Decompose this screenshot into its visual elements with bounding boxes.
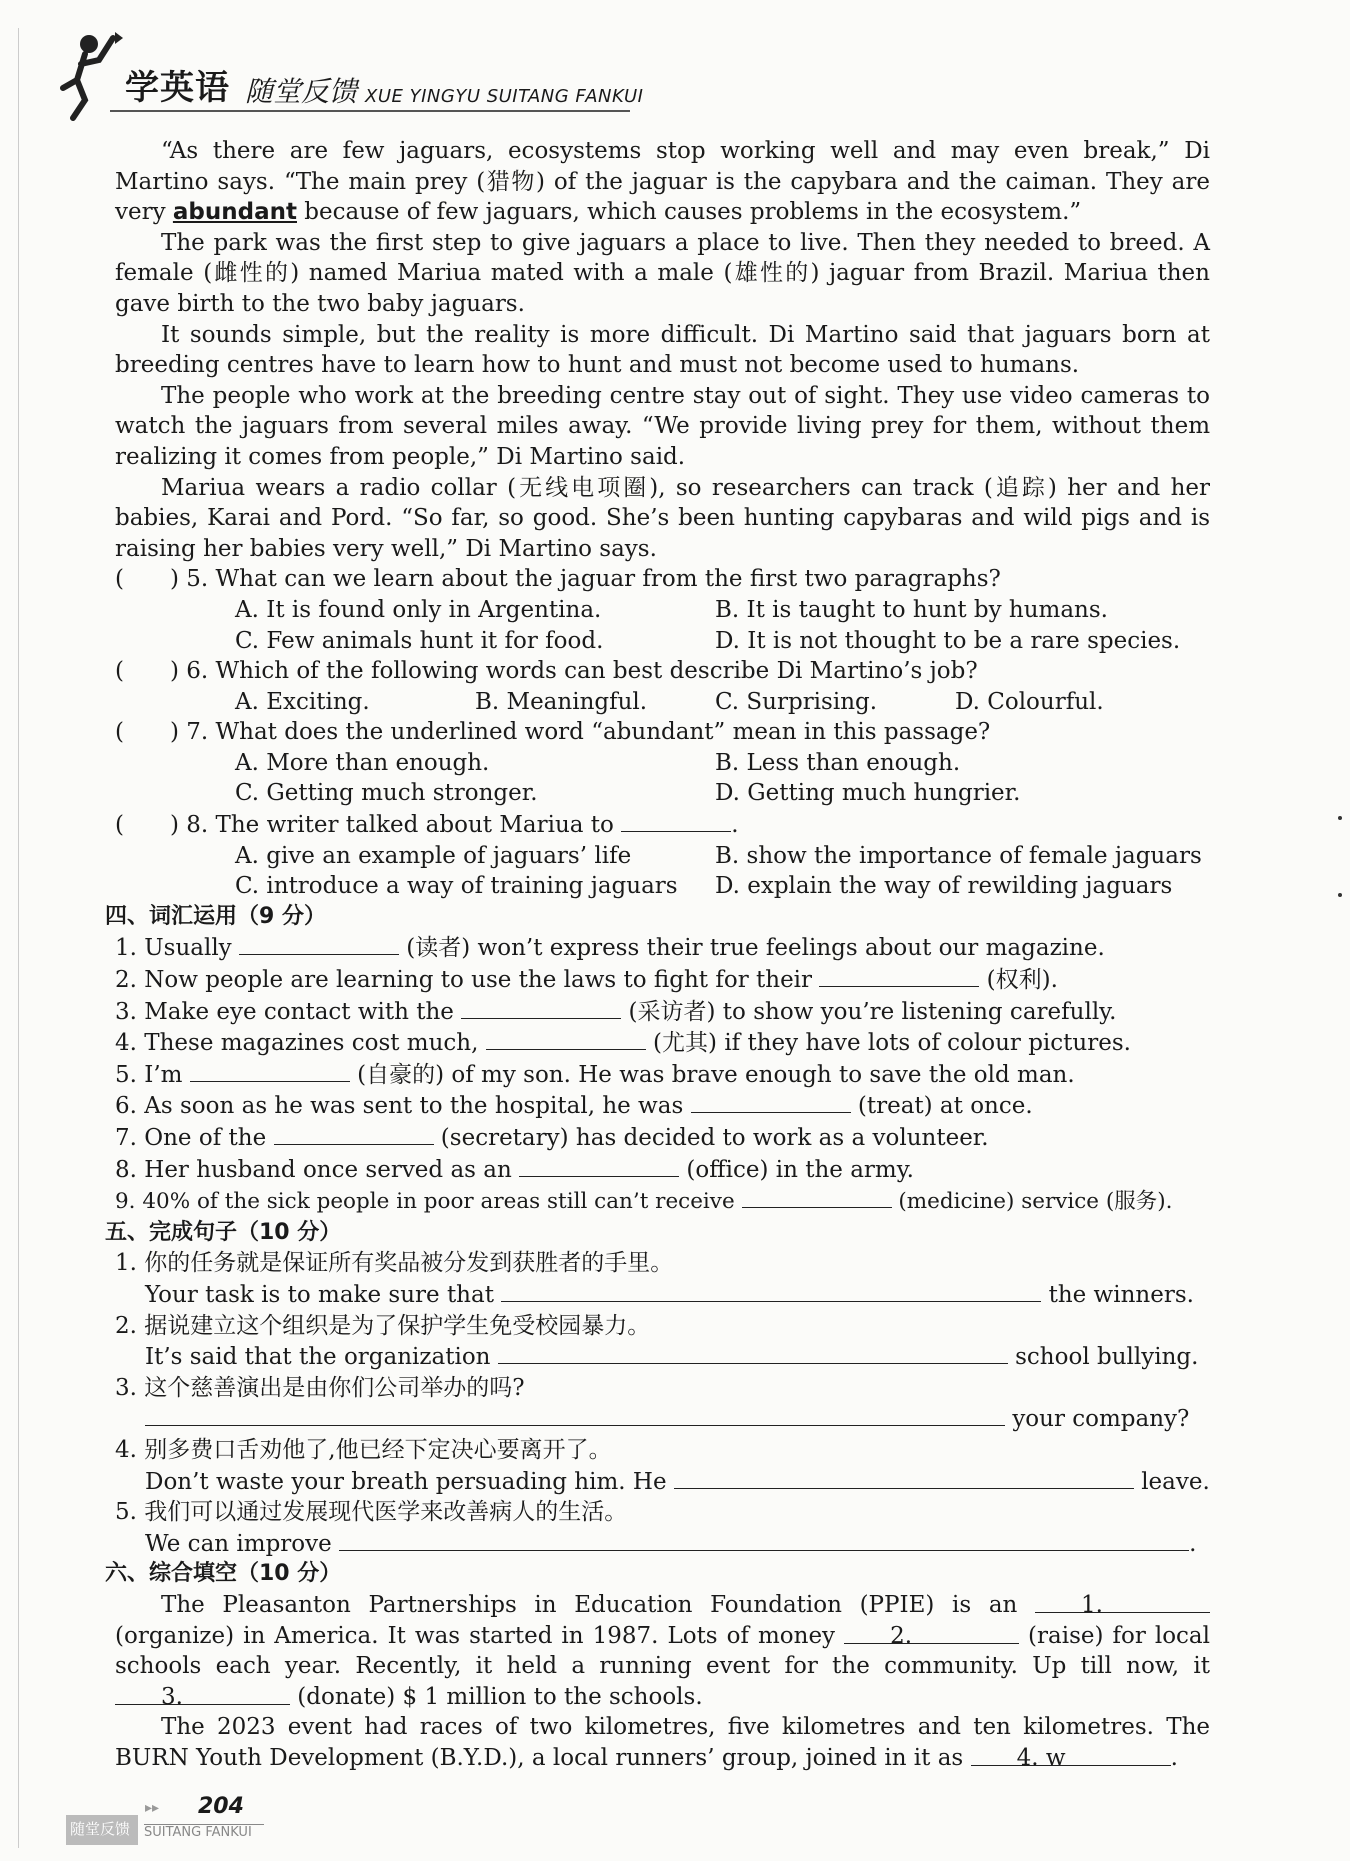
vocab-item: 8. Her husband once served as an (office) in the army. — [115, 1154, 1210, 1186]
question-options — [235, 595, 1210, 656]
answer-blank[interactable] — [819, 964, 979, 987]
option: C. introduce a way of training jaguars — [235, 873, 678, 900]
translation-prompt: 4. 别多费口舌劝他了,他已经下定决心要离开了。 — [115, 1436, 612, 1463]
translation-prompt: 1. 你的任务就是保证所有奖品被分发到获胜者的手里。 — [115, 1250, 674, 1277]
translation-answer-line: Your task is to make sure that the winners. — [145, 1279, 1210, 1311]
translation-answer-line: Don’t waste your breath persuading him. He leave. — [145, 1466, 1210, 1498]
option: B. show the importance of female jaguars — [715, 842, 1202, 869]
option: A. More than enough. — [235, 749, 490, 776]
section-title: 四、词汇运用（9 分） — [105, 903, 326, 929]
footer-label-en: SUITANG FANKUI — [144, 1825, 252, 1840]
passage-paragraph: Mariua wears a radio collar (无线电项圈), so researchers can track (追踪) her and her babies, Karai and Pord. “So far, so good. She’s been hunting capybaras and wild pigs and is raising her babies very well,” Di Martino says. — [115, 474, 1210, 562]
answer-blank[interactable] — [742, 1185, 892, 1208]
footer-label-cn: 随堂反馈 — [70, 1820, 131, 1838]
vocab-item: 6. As soon as he was sent to the hospital, he was (treat) at once. — [115, 1090, 1210, 1122]
option: A. It is found only in Argentina. — [235, 596, 602, 623]
answer-blank[interactable] — [486, 1027, 646, 1050]
answer-blank[interactable] — [519, 1154, 679, 1177]
passage-paragraph: The park was the first step to give jaguars a place to live. Then they needed to breed. A female (雌性的) named Mariua mated with a male (雄性的) jaguar from Brazil. Mariua then gave birth to the two baby jaguars. — [115, 229, 1210, 317]
answer-blank[interactable] — [498, 1341, 1008, 1364]
option: A. give an example of jaguars’ life — [235, 842, 632, 869]
underlined-word: abundant — [172, 199, 297, 226]
header-title: 学英语 — [125, 68, 230, 108]
answer-blank[interactable] — [145, 1403, 1005, 1426]
vocab-item: 4. These magazines cost much, (尤其) if they have lots of colour pictures. — [115, 1027, 1210, 1059]
question: ( ) 5. What can we learn about the jaguar from the first two paragraphs? — [115, 566, 1001, 593]
page-margin-line — [18, 28, 19, 1848]
double-arrow-icon: ▸▸ — [145, 1800, 160, 1816]
translation-prompt: 5. 我们可以通过发展现代医学来改善病人的生活。 — [115, 1499, 628, 1526]
cloze-blank-1[interactable]: 1. — [1035, 1590, 1210, 1613]
option: D. Colourful. — [955, 688, 1104, 715]
option: C. Getting much stronger. — [235, 780, 538, 807]
vocab-item: 5. I’m (自豪的) of my son. He was brave enough to save the old man. — [115, 1059, 1210, 1091]
translation-answer-line: It’s said that the organization school bullying. — [145, 1341, 1210, 1373]
option: C. Surprising. — [715, 688, 878, 715]
passage-paragraph: The people who work at the breeding centre stay out of sight. They use video cameras to watch the jaguars from several miles away. “We provide living prey for them, without them realizing it comes from people,” Di Martino said. — [115, 382, 1210, 470]
cloze-blank-4[interactable]: 4. w — [971, 1743, 1171, 1766]
vocab-item: 2. Now people are learning to use the laws to fight for their (权利). — [115, 964, 1210, 996]
passage-paragraph: “As there are few jaguars, ecosystems stop working well and may even break,” Di Martino says. “The main prey (猎物) of the jaguar is the capybara and the caiman. They are very abundant because of few jaguars, which causes problems in the ecosystem.” — [115, 138, 1210, 226]
option: C. Few animals hunt it for food. — [235, 627, 604, 654]
vocab-item: 1. Usually (读者) won’t express their true feelings about our magazine. — [115, 932, 1210, 964]
cloze-blank-3[interactable]: 3. — [115, 1682, 290, 1705]
answer-blank[interactable] — [239, 932, 399, 955]
option: B. It is taught to hunt by humans. — [715, 596, 1108, 623]
vocab-item: 7. One of the (secretary) has decided to work as a volunteer. — [115, 1122, 1210, 1154]
question: ( ) 6. Which of the following words can best describe Di Martino’s job? — [115, 658, 978, 685]
question-options — [235, 687, 1210, 718]
answer-blank[interactable] — [691, 1090, 851, 1113]
answer-blank[interactable] — [674, 1466, 1134, 1489]
passage-paragraph: It sounds simple, but the reality is more difficult. Di Martino said that jaguars born at breeding centres have to learn how to hunt and must not become used to humans. — [115, 321, 1210, 379]
cloze-paragraph: The Pleasanton Partnerships in Education Foundation (PPIE) is an 1. (organize) in America. It was started in 1987. Lots of money 2. (raise) for local schools each year. Recently, it held a running event for the community. Up till now, it 3. (donate) $ 1 million to the schools. — [115, 1591, 1210, 1710]
vocab-item: 9. 40% of the sick people in poor areas still can’t receive (medicine) service (服务). — [115, 1185, 1210, 1218]
answer-blank[interactable] — [190, 1059, 350, 1082]
translation-answer-line: your company? — [145, 1403, 1210, 1435]
option: D. Getting much hungrier. — [715, 780, 1021, 807]
margin-dot — [1338, 816, 1342, 820]
vocab-item: 3. Make eye contact with the (采访者) to show you’re listening carefully. — [115, 996, 1210, 1028]
answer-blank[interactable] — [501, 1279, 1041, 1302]
option: B. Less than enough. — [715, 749, 961, 776]
question: ( ) 8. The writer talked about Mariua to . — [115, 809, 1210, 841]
answer-blank[interactable] — [339, 1528, 1189, 1551]
header-subtitle: 随堂反馈 — [245, 75, 358, 108]
question-options — [235, 841, 1210, 902]
answer-blank[interactable] — [461, 996, 621, 1019]
header-pinyin: XUE YINGYU SUITANG FANKUI — [365, 86, 644, 107]
page-number: 204 — [198, 1794, 244, 1819]
section-title: 六、综合填空（10 分） — [105, 1561, 342, 1587]
margin-dot — [1338, 893, 1342, 897]
translation-answer-line: We can improve . — [145, 1528, 1210, 1560]
option: B. Meaningful. — [475, 688, 648, 715]
cloze-blank-2[interactable]: 2. — [844, 1621, 1019, 1644]
question-options — [235, 748, 1210, 809]
option: D. It is not thought to be a rare species. — [715, 627, 1181, 654]
question: ( ) 7. What does the underlined word “abundant” mean in this passage? — [115, 719, 991, 746]
answer-blank[interactable] — [274, 1122, 434, 1145]
option: A. Exciting. — [235, 688, 370, 715]
section-title: 五、完成句子（10 分） — [105, 1219, 342, 1245]
header-underline — [110, 110, 630, 112]
worksheet-body — [105, 136, 1210, 1773]
option: D. explain the way of rewilding jaguars — [715, 873, 1173, 900]
cloze-paragraph: The 2023 event had races of two kilometres, five kilometres and ten kilometres. The BURN Youth Development (B.Y.D.), a local runners’ group, joined in it as 4. w . — [115, 1714, 1210, 1771]
translation-prompt: 2. 据说建立这个组织是为了保护学生免受校园暴力。 — [115, 1312, 651, 1339]
answer-blank[interactable] — [621, 809, 731, 832]
translation-prompt: 3. 这个慈善演出是由你们公司举办的吗? — [115, 1374, 525, 1401]
